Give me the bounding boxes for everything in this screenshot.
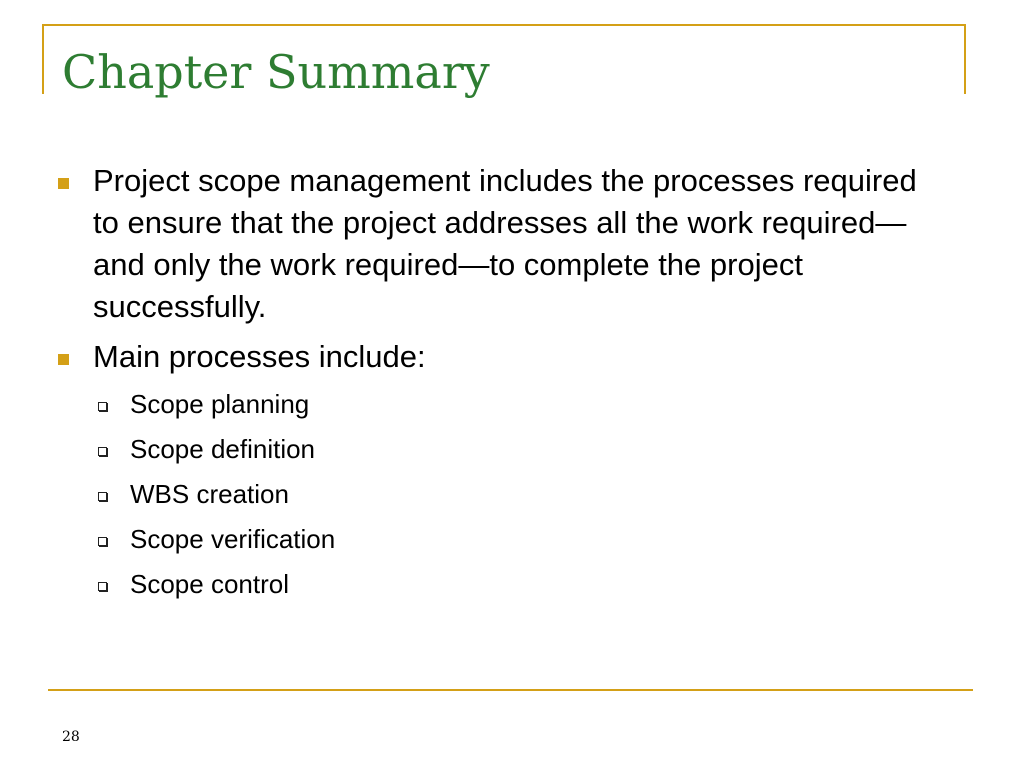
sub-bullet-item	[56, 386, 936, 422]
sub-bullet-text: Scope definition	[130, 434, 316, 464]
sub-bullet-text: WBS creation	[130, 479, 289, 509]
frame-left-line	[42, 24, 44, 94]
hollow-square-bullet-icon	[98, 402, 107, 411]
sub-bullet-list	[56, 386, 936, 602]
frame-right-line	[964, 24, 966, 94]
page-number: 28	[62, 729, 80, 745]
slide-content	[56, 160, 936, 611]
bullet-text: Main processes include:	[93, 339, 426, 374]
bullet-text: Project scope management includes the processes required to ensure that the project addresses all the work required—and only the work required—to complete the project successfully.	[93, 163, 917, 324]
hollow-square-bullet-icon	[98, 447, 107, 456]
hollow-square-bullet-icon	[98, 492, 107, 501]
hollow-square-bullet-icon	[98, 582, 107, 591]
sub-bullet-text: Scope verification	[130, 524, 336, 554]
filled-square-bullet-icon	[58, 354, 69, 365]
bullet-item	[56, 160, 936, 328]
sub-bullet-text: Scope control	[130, 569, 289, 599]
sub-bullet-item	[56, 431, 936, 467]
frame-top-line	[42, 24, 966, 26]
sub-bullet-item	[56, 521, 936, 557]
slide-title: Chapter Summary	[62, 45, 490, 99]
hollow-square-bullet-icon	[98, 537, 107, 546]
filled-square-bullet-icon	[58, 178, 69, 189]
footer-divider	[48, 689, 973, 691]
sub-bullet-item	[56, 566, 936, 602]
sub-bullet-text: Scope planning	[130, 389, 310, 419]
sub-bullet-item	[56, 476, 936, 512]
bullet-item	[56, 336, 936, 378]
